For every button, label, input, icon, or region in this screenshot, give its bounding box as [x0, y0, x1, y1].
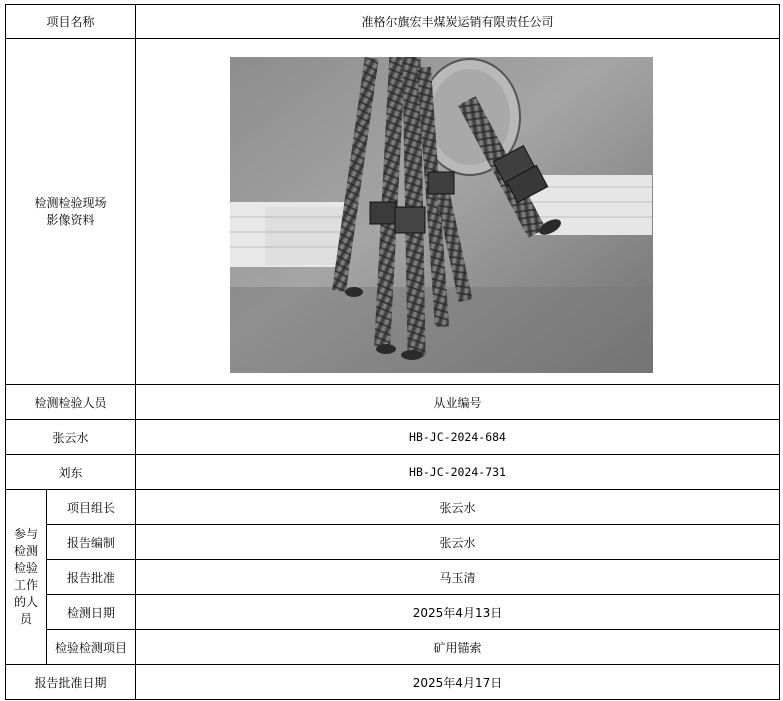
inspector-name-cell [5, 419, 136, 455]
participant-role: 检验检测项目 [54, 640, 127, 655]
inspectors-label-cell [5, 384, 136, 420]
approval-date-label: 报告批准日期 [34, 675, 107, 690]
participants-label-line: 的人 [13, 595, 38, 609]
cert-number-label-cell [135, 384, 780, 420]
project-name-label: 项目名称 [46, 15, 95, 29]
participant-role: 检测日期 [66, 605, 115, 620]
inspector-cert-cell [135, 454, 780, 490]
participant-role: 报告批准 [66, 570, 115, 585]
cert-number-label: 从业编号 [433, 395, 482, 410]
approval-date-value: 2025年4月17日 [412, 675, 503, 690]
participants-label-cell [5, 489, 47, 665]
participant-value-cell [135, 524, 780, 560]
inspector-name-cell [5, 454, 136, 490]
participant-role-cell [46, 524, 136, 560]
approval-date-value-cell [135, 664, 780, 700]
participants-label-line: 员 [19, 612, 32, 626]
participants-label-line: 工作 [13, 578, 38, 592]
participant-value: 2025年4月13日 [412, 605, 503, 620]
participant-value: 矿用锚索 [433, 640, 482, 655]
inspector-cert: HB-JC-2024-731 [409, 465, 506, 479]
inspector-name: 张云水 [52, 430, 89, 445]
participants-label-line: 检测 [13, 544, 38, 558]
participant-value-cell [135, 489, 780, 525]
participant-role-cell [46, 594, 136, 630]
participant-role-cell [46, 629, 136, 665]
participants-label-line: 参与 [13, 527, 38, 541]
participants-label-line: 检验 [13, 561, 38, 575]
project-name-label-cell [5, 4, 136, 39]
inspector-name: 刘东 [58, 465, 83, 480]
inspectors-label: 检测检验人员 [34, 395, 107, 410]
approval-date-label-cell [5, 664, 136, 700]
photo-label-line2: 影像资料 [46, 212, 95, 227]
participant-value-cell [135, 629, 780, 665]
photo-label-cell [5, 38, 136, 385]
inspection-site-photo [230, 57, 653, 373]
participant-role: 报告编制 [66, 535, 115, 550]
participant-value-cell [135, 594, 780, 630]
inspector-cert: HB-JC-2024-684 [409, 430, 506, 444]
inspector-cert-cell [135, 419, 780, 455]
participant-value: 马玉清 [439, 570, 476, 585]
participant-value: 张云水 [439, 500, 476, 515]
photo-label-line1: 检测检验现场 [34, 195, 107, 210]
participant-role-cell [46, 559, 136, 595]
participant-value-cell [135, 559, 780, 595]
project-name-value-cell [135, 4, 780, 39]
participant-value: 张云水 [439, 535, 476, 550]
project-name-value: 准格尔旗宏丰煤炭运销有限责任公司 [361, 15, 554, 29]
participant-role-cell [46, 489, 136, 525]
participant-role: 项目组长 [66, 500, 115, 515]
